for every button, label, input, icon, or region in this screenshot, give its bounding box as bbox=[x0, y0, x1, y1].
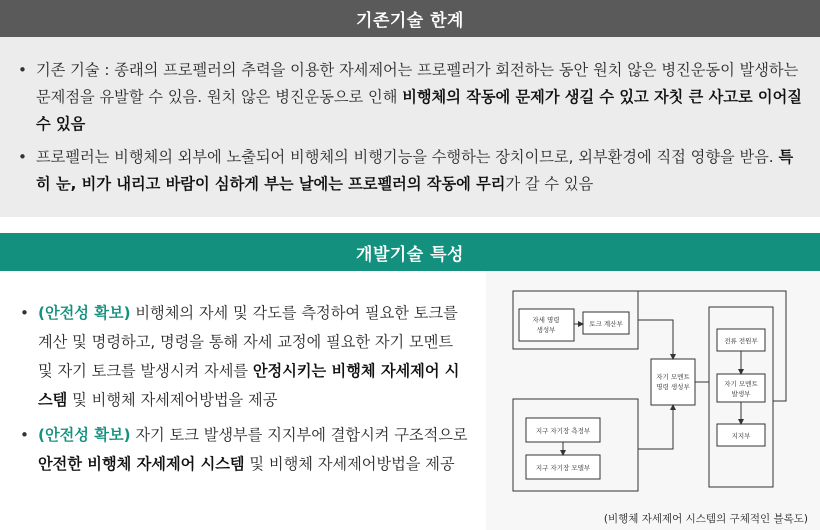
svg-text:자기 모멘트: 자기 모멘트 bbox=[656, 373, 690, 381]
limitation-bullet-1: • 기존 기술 : 종래의 프로펠러의 추력을 이용한 자세제어는 프로펠러가 회전하는 동안 원치 않은 병진운동이 발생하는 문제점을 유발할 수 있음. 원치 않은 병진운동으로 인해 비행체의 작동에 문제가 생길 수 있고 자칫 큰 사고로 이어질 수 있음 bbox=[16, 57, 804, 138]
section-title: 기존기술 한계 bbox=[356, 11, 464, 31]
svg-text:발생부: 발생부 bbox=[731, 390, 751, 398]
block-diagram-area bbox=[486, 271, 820, 530]
svg-text:토크 계산부: 토크 계산부 bbox=[589, 320, 623, 328]
svg-text:전류 전원부: 전류 전원부 bbox=[724, 337, 758, 345]
section-header-features bbox=[0, 233, 820, 271]
feature-bullet-2: • (안전성 확보) 자기 토크 발생부를 지지부에 결합시켜 구조적으로 안전한 비행체 자세제어 시스템 및 비행체 자세제어방법을 제공 bbox=[18, 421, 470, 479]
attitude-command-box bbox=[519, 309, 574, 341]
magnetic-moment-command-box bbox=[651, 359, 695, 405]
section-header-limitations bbox=[0, 0, 820, 37]
block-diagram bbox=[486, 271, 820, 530]
limitations-panel bbox=[0, 37, 820, 217]
svg-text:생성부: 생성부 bbox=[536, 326, 556, 334]
svg-text:지구 자기장 측정부: 지구 자기장 측정부 bbox=[535, 427, 591, 435]
svg-text:지지부: 지지부 bbox=[731, 432, 751, 440]
svg-text:자세 명령: 자세 명령 bbox=[532, 316, 560, 324]
feature-bullet-1: • (안전성 확보) 비행체의 자세 및 각도를 측정하여 필요한 토크를 계산 및 명령하고, 명령을 통해 자세 교정에 필요한 자기 모멘트 및 자기 토크를 발생시켜 자세를 안정시키는 비행체 자세제어 시스템 및 비행체 자세제어방법을 제공 bbox=[18, 299, 470, 415]
limitation-bullet-2: • 프로펠러는 비행체의 외부에 노출되어 비행체의 비행기능을 수행하는 장치이므로, 외부환경에 직접 영향을 받음. 특히 눈, 비가 내리고 바람이 심하게 부는 날에는 프로펠러의 작동에 무리가 갈 수 있음 bbox=[16, 144, 804, 198]
svg-text:명령 생성부: 명령 생성부 bbox=[656, 383, 690, 391]
section-title: 개발기술 특성 bbox=[356, 244, 464, 265]
svg-text:자기 모멘트: 자기 모멘트 bbox=[724, 380, 758, 388]
features-panel bbox=[0, 271, 486, 530]
svg-text:지구 자기장 모델부: 지구 자기장 모델부 bbox=[535, 464, 591, 472]
diagram-caption: (비행체 자세제어 시스템의 구체적인 블록도) bbox=[603, 513, 808, 525]
